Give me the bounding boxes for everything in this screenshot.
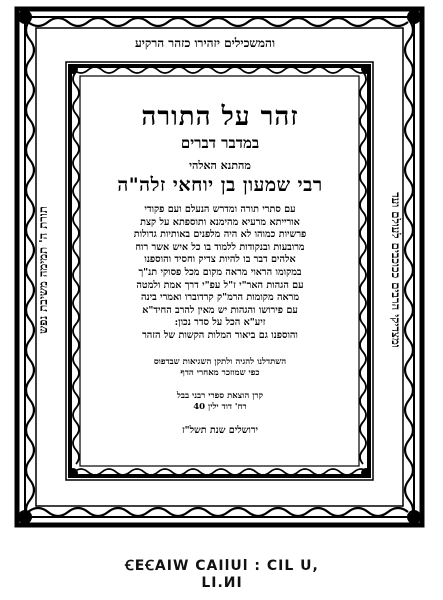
library-stamp: ꞒEꞒAIW ⅭAIlUl : ⅭIL U, ⅬI.ИI xyxy=(125,558,319,591)
description-line: אלהים דבר בו להיות צדיק וחסיד והוספנו xyxy=(144,254,296,266)
author-name: רבי שמעון בן יוחאי זלה"ה xyxy=(117,174,323,196)
edition-line: השתדלנו להגיה ולתקן השגיאות שבדפוס xyxy=(153,356,287,367)
description-line: עם פירושו והגהות יש מאין להרב החיד"א xyxy=(142,304,298,316)
publisher-line: רח' דוד ילין 40 xyxy=(193,401,247,412)
description-line: זיע"א הכל על סדר נכון: xyxy=(174,317,266,329)
description-line: עם סתרי תורה ומדרש הנעלם ועם פקודי xyxy=(144,204,296,215)
description-line: מרובעות ובנקודות ללמוד בו כל איש אשר רוח xyxy=(135,241,305,253)
author-prefix: מהתנא האלהי xyxy=(189,159,251,172)
city-year: ירושלים שנת תשל"ז xyxy=(182,424,258,436)
edition-note xyxy=(76,357,364,379)
publisher xyxy=(76,391,364,413)
border-left-verse: תורת ה' תמימה משיבת נפש xyxy=(36,206,50,334)
description-line: מראה מקומות הרמ"ק קרדוברו ואמרי בינה xyxy=(140,292,300,304)
description-line: עם הגהות האר"י ז"ל עפ"י דרך אמת ולמטה xyxy=(136,279,304,291)
description-line: אורייתא מרעיא מהימנא ותוספתא על קצת xyxy=(140,216,300,228)
edition-line: כפי שמוזכר מאחרי הדף xyxy=(180,367,260,378)
description-line: והוספנו גם ביאור המלות הקשות של הזהר xyxy=(142,329,298,341)
description-line: במקומו הראוי מראה מקום מכל פסוקי תנ"ך xyxy=(138,266,302,278)
description xyxy=(76,204,364,343)
publisher-line: קרן הוצאת ספרי רבני בבל xyxy=(176,390,264,401)
book-title: זהר על התורה xyxy=(141,102,299,132)
border-right-verse: ומצדיקי הרבים ככוכבים לעולם ועד xyxy=(389,192,403,348)
title-block xyxy=(76,78,364,488)
border-top-verse: והמשכילים יזהירו כזהר הרקיע xyxy=(134,36,276,50)
description-line: פרשיות כמוהו לא היה מלפנים באותיות גדולות xyxy=(133,229,307,241)
book-subtitle: במדבר דברים xyxy=(180,134,260,152)
